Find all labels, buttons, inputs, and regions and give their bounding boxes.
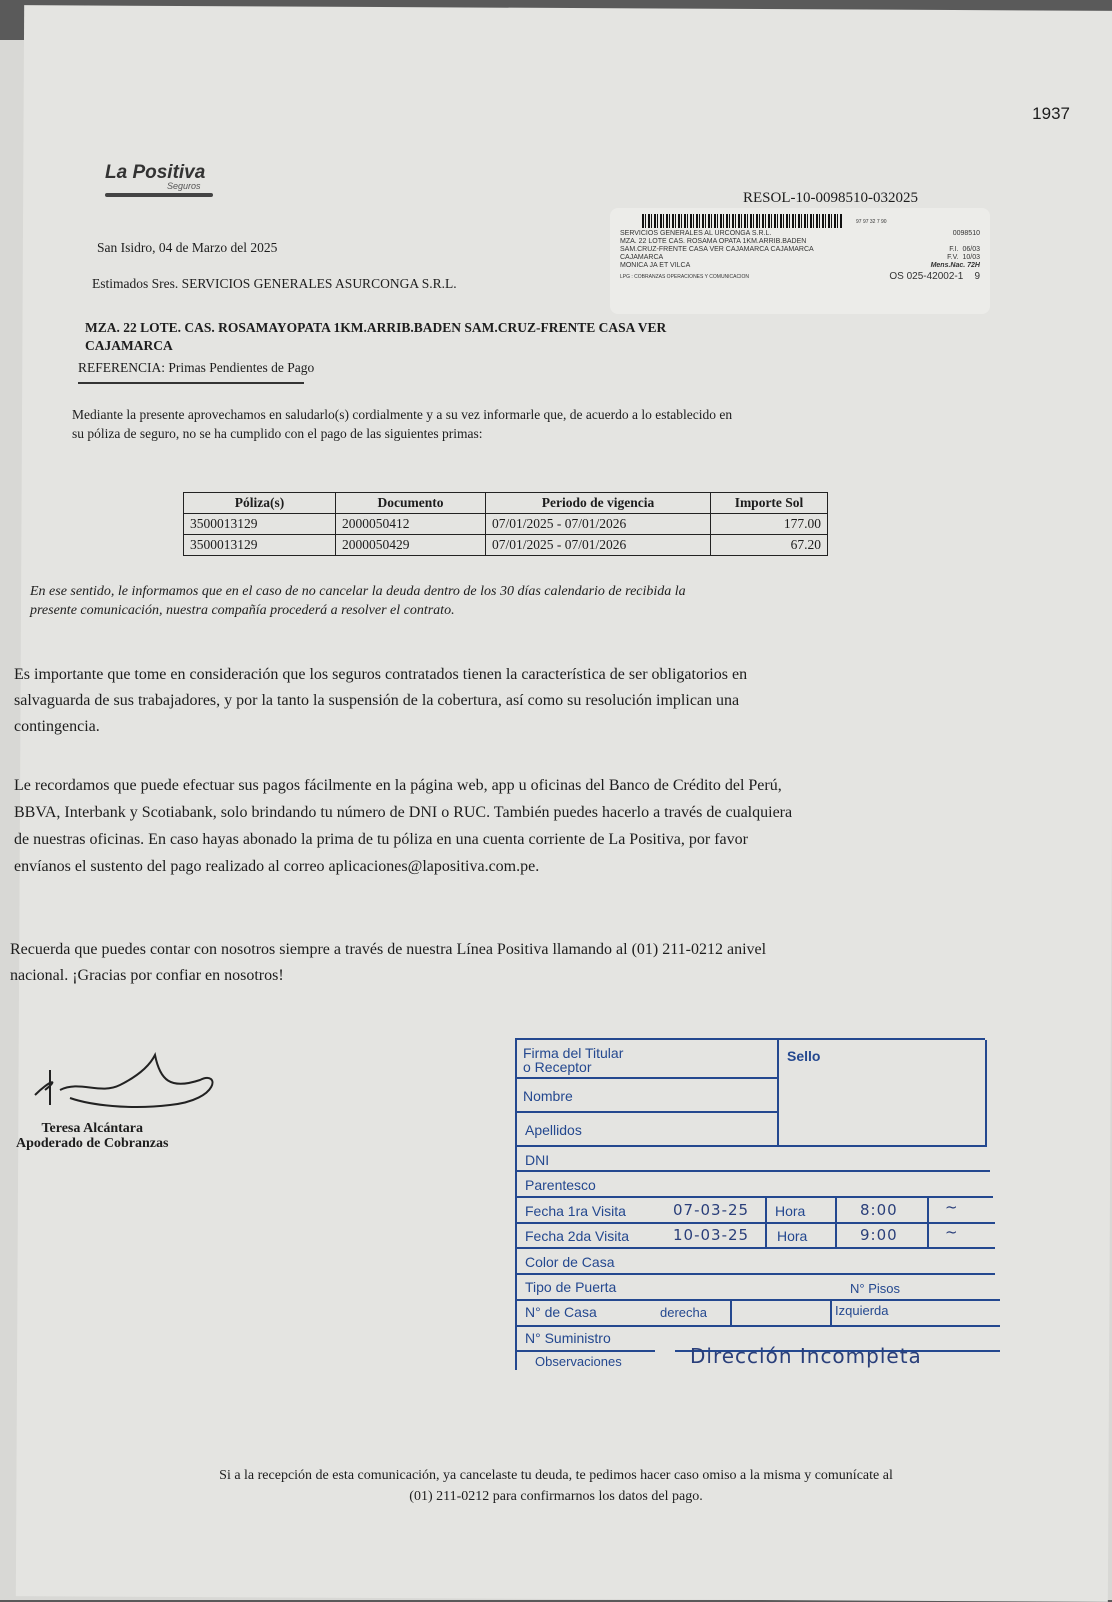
signature [30, 1050, 220, 1110]
barcode [642, 214, 842, 228]
logo-swoosh [105, 193, 213, 197]
resolution-number: RESOL-10-0098510-032025 [743, 190, 918, 206]
address-line-1: MZA. 22 LOTE. CAS. ROSAMAYOPATA 1KM.ARRIB.BADEN SAM.CRUZ-FRENTE CASA VER [85, 320, 667, 335]
footer-note: Si a la recepción de esta comunicación, ya cancelaste tu deuda, te pedimos hacer caso omiso a la misma y comunícate al (01) 211-0212 para confirmarnos los datos del pago. [219, 1468, 893, 1504]
table-row: 3500013129 2000050412 07/01/2025 - 07/01/2026 177.00 [184, 514, 828, 535]
table-header-row: Póliza(s) Documento Periodo de vigencia Importe Sol [184, 493, 828, 514]
page-number: 1937 [1032, 104, 1070, 123]
pending-premiums-table [183, 492, 828, 556]
address-line-2: CAJAMARCA [85, 338, 173, 353]
visit-stamp-form: Firma del Titular o Receptor Sello Nombre Apellidos DNI Parentesco Fecha 1ra Visita 07-03-25 Hora 8:00 ~ Fecha 2da Visita 10-03-25 Hora 9:00 ~ Color de Casa Tipo de Puerta N° Pisos N° de Casa derecha Izquierda N° Suministro Observaciones Dirección Incompleta [515, 1040, 1000, 1390]
paragraph-contact: Recuerda que puedes contar con nosotros siempre a través de nuestra Línea Positiva llamando al (01) 211-0212 anivel nacional. ¡Gracias por confiar en nosotros! [10, 941, 767, 984]
paragraph-payments: Le recordamos que puede efectuar sus pagos fácilmente en la página web, app u oficinas del Banco de Crédito del Perú, BBVA, Interbank y Scotiabank, solo brindando tu número de DNI o RUC. También puedes hacerlo a través de cualquiera de nuestras oficinas. En caso hayas abonado la prima de tu póliza en una cuenta corriente de La Positiva, por favor envíanos el sustento del pago realizado al correo aplicaciones@lapositiva.com.pe. [14, 777, 793, 875]
signer-block: Teresa Alcántara Apoderado de Cobranzas [16, 1121, 169, 1151]
letter-date: San Isidro, 04 de Marzo del 2025 [97, 240, 278, 255]
paragraph-cancellation: En ese sentido, le informamos que en el caso de no cancelar la deuda dentro de los 30 días calendario de recibida la presente comunicación, nuestra compañía procederá a resolver el contrato. [30, 584, 686, 618]
reference: REFERENCIA: Primas Pendientes de Pago [78, 360, 304, 384]
intro-paragraph: Mediante la presente aprovechamos en saludarlo(s) cordialmente y a su vez informarle que, de acuerdo a lo establecido en su póliza de seguro, no se ha cumplido con el pago de las siguientes primas: [72, 407, 733, 441]
greeting: Estimados Sres. SERVICIOS GENERALES ASURCONGA S.R.L. [92, 276, 457, 291]
mailing-label: 97 97 32 7 90 SERVICIOS GENERALES AL URCONGA S.R.L. 0098510 MZA. 22 LOTE CAS. ROSAMA OPATA 1KM.ARRIB.BADEN SAM.CRUZ-FRENTE CASA VER CAJAMARCA CAJAMARCA F.I. 06/03 CAJAMARCA F.V. 10/03 MONICA JA ET VILCA Mens.Nac. 72H LPG : COBRANZAS OPERACIONES Y COMUNICACION OS 025-42002-1 9 [610, 208, 990, 314]
paragraph-importance: Es importante que tome en consideración que los seguros contratados tienen la característica de ser obligatorios en salvaguarda de sus trabajadores, y por la tanto la suspensión de la cobertura, así como su resolución implican una contingencia. [14, 666, 748, 735]
table-row: 3500013129 2000050429 07/01/2025 - 07/01/2026 67.20 [184, 535, 828, 556]
company-logo: La Positiva Seguros [105, 162, 213, 197]
